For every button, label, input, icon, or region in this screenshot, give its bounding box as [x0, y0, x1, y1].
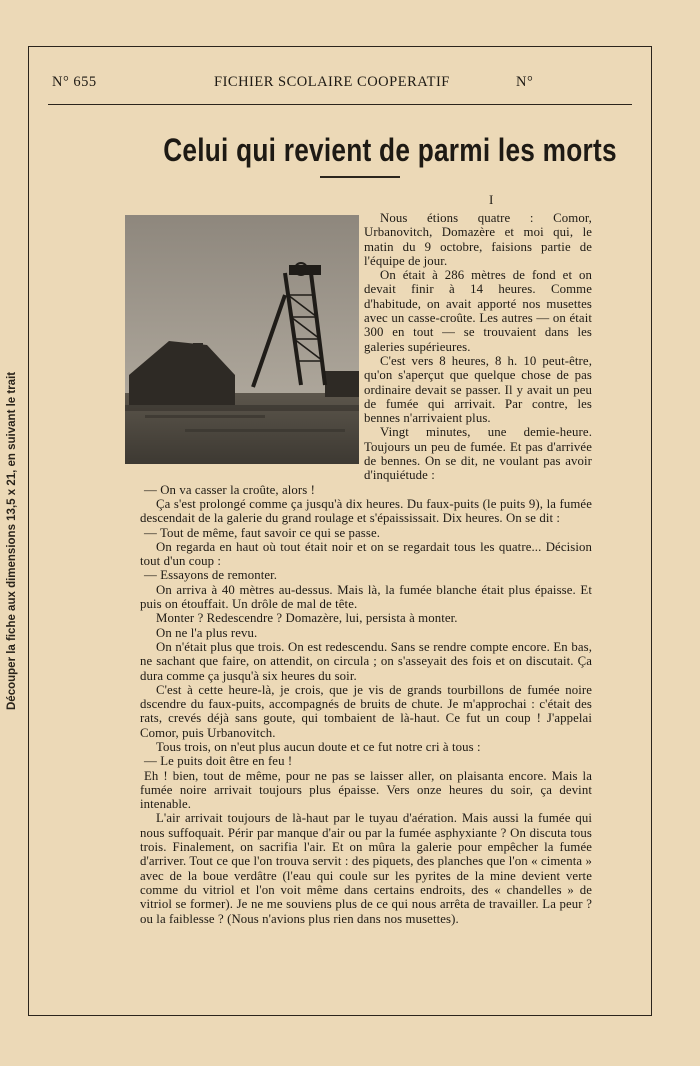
section-number: I [489, 192, 494, 207]
header-divider [48, 104, 632, 105]
paragraph: Nous étions quatre : Comor, Urbanovitch, Domazère et moi qui, le matin du 9 octobre, faisions partie de l'équipe de jour. [364, 211, 592, 268]
dialogue-line: — Essayons de remonter. [144, 568, 278, 583]
paragraph: On était à 286 mètres de fond et on devait finir à 14 heures. Comme d'habitude, on avait apporté nos musettes avec un casse-croûte. Les autres — on était 300 en tout — se trouvaient dans les galeries supérieures. [364, 268, 592, 354]
dialogue-line: — Le puits doit être en feu ! [144, 754, 293, 769]
article-body [140, 211, 592, 926]
dialogue-line: — Tout de même, faut savoir ce qui se passe. [144, 525, 381, 540]
paragraph: C'est à cette heure-là, je crois, que je vis de grands tourbillons de fumée noire dscendre du faux-puits, accompagnés de bruits de chute. Je m'approchai : c'était des rats, crevés déjà sans goute, qui tombaient de là-haut. Ce fut un coup ! J'appelai Comor, puis Urbanovitch. [140, 682, 592, 740]
page-header [48, 70, 638, 96]
paragraph: Eh ! bien, tout de même, pour ne pas se laisser aller, on plaisanta encore. Mais la fumée noire arrivait toujours plus épaisse. Vers onze heures du soir, ça devint intenable. [140, 768, 592, 812]
sheet-number-blank: N° [516, 74, 534, 90]
paragraph: On regarda en haut où tout était noir et on se regardait tous les quatre... Décision tout d'un coup : [140, 539, 592, 569]
sheet-number: N° 655 [52, 74, 97, 90]
document-title: Celui qui revient de parmi les morts [163, 132, 617, 168]
dialogue-line: — On va casser la croûte, alors ! [144, 482, 316, 497]
paragraph: C'est vers 8 heures, 8 h. 10 peut-être, qu'on s'aperçut que quelque chose de pas ordinaire devait se passer. Il y avait un peu de fumée qui arrivait. Par contre, les bennes n'arrivaient plus. [364, 353, 592, 426]
paragraph: On arriva à 40 mètres au-dessus. Mais là, la fumée blanche était plus épaisse. Et puis on étouffait. Un drôle de mal de tête. [140, 582, 592, 612]
paragraph: Vingt minutes, une demie-heure. Toujours un peu de fumée. Et pas d'arrivée de bennes. On se dit, ne voulant pas avoir d'inquiétude : [364, 425, 592, 483]
paragraph: Ça s'est prolongé comme ça jusqu'à dix heures. Du faux-puits (le puits 9), la fumée descendait de la galerie du grand roulage et s'épaississait. Dix heures. On se dit : [140, 496, 592, 526]
paragraph: On ne l'a plus revu. [156, 625, 258, 640]
paragraph: L'air arrivait toujours de là-haut par le tuyau d'aération. Mais aussi la fumée qui nous suffoquait. Périr par manque d'air ou par la fumée asphyxiante ? On discuta tous trois. Finalement, on sacrifia l'air. Et on mûra la galerie pour empêcher la fumée d'arriver. Tout ce que l'on trouva servit : des piquets, des planches que l'on « cimenta » avec de la boue verdâtre (l'eau qui coule sur les pyrites de la mine devient verte comme du vitriol et l'on voit même dans certains endroits, des « chandelles » de vitriol se former). Je ne me souviens plus de ce qui nous arrêta de travailler. La peur ? ou la faiblesse ? (Nous n'avions plus rien dans nos musettes). [140, 811, 592, 926]
paragraph: Monter ? Redescendre ? Domazère, lui, persista à monter. [156, 611, 458, 626]
collection-title: FICHIER SCOLAIRE COOPERATIF [214, 74, 450, 90]
paragraph: On n'était plus que trois. On est redescendu. Sans se rendre compte encore. En bas, ne sachant que faire, on attendit, on circula ; on s'asseyait des fois et on discutait. Ça dura comme ça jusqu'à six heures du soir. [140, 639, 592, 683]
cutting-instruction: Découper la fiche aux dimensions 13,5 x 21, en suivant le trait [6, 371, 18, 710]
paragraph: Tous trois, on n'eut plus aucun doute et ce fut notre cri à tous : [156, 739, 481, 754]
title-underline [320, 176, 400, 178]
